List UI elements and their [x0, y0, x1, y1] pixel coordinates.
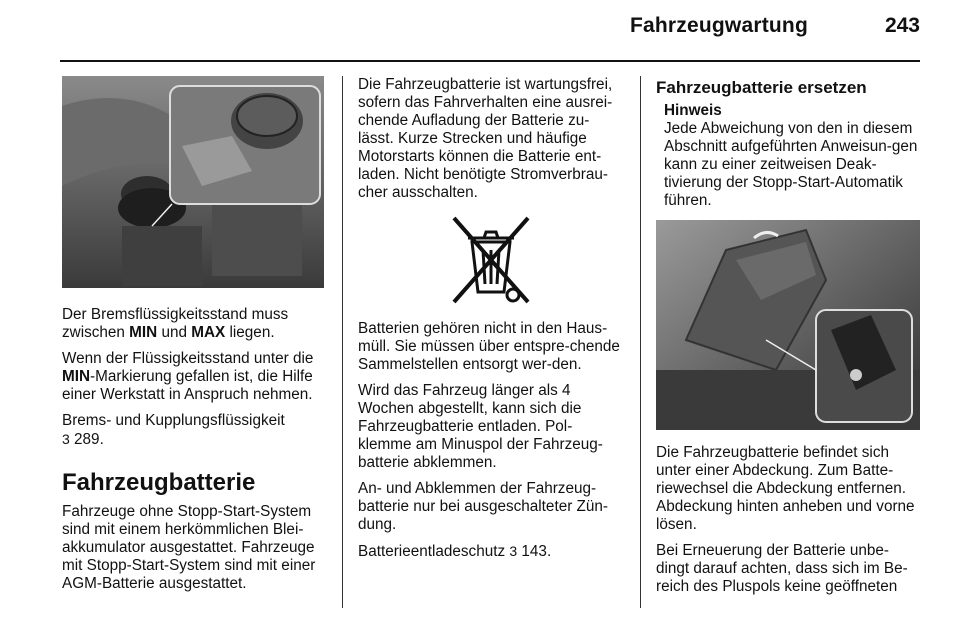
column-2	[358, 76, 624, 569]
battery-location-text: Die Fahrzeugbatterie befindet sich unter einer Abdeckung. Zum Batte-riewechsel die Abdeckung entfernen. Abdeckung hinten anheben und vorne lösen.	[656, 444, 915, 533]
section-heading-battery-replace: Fahrzeugbatterie ersetzen	[656, 78, 867, 97]
page-number: 243	[884, 14, 920, 37]
page-header-title: Fahrzeugwartung	[629, 14, 808, 37]
column-divider	[640, 76, 641, 608]
note-block	[656, 102, 922, 210]
brake-fluid-level-text: Der Bremsflüssigkeitsstand muss zwischen MIN und MAX liegen.	[62, 306, 289, 341]
column-3	[656, 76, 922, 604]
page-reference-icon: 3	[509, 543, 518, 559]
header-divider	[60, 60, 920, 62]
brake-fluid-reference: Brems- und Kupplungsflüssigkeit 3 289.	[62, 412, 285, 448]
ignition-off-text: An- und Abklemmen der Fahrzeug-batterie nur bei ausgeschalteter Zün-dung.	[358, 480, 608, 533]
section-heading-fahrzeugbatterie: Fahrzeugbatterie	[62, 469, 256, 496]
disposal-text: Batterien gehören nicht in den Haus-müll. Sie müssen über entspre-chende Sammelstellen entsorgt wer-den.	[358, 320, 620, 373]
column-1	[62, 76, 326, 601]
page-reference-icon: 3	[62, 431, 70, 447]
discharge-protection-reference: Batterieentladeschutz 3 143.	[358, 543, 552, 560]
brake-fluid-reservoir-photo	[62, 76, 324, 288]
below-min-text: Wenn der Flüssigkeitsstand unter die MIN-Markierung gefallen ist, die Hilfe einer Werkstatt in Anspruch nehmen.	[62, 350, 314, 403]
note-text: Jede Abweichung von den in diesem Abschnitt aufgeführten Anweisun-gen kann zu einer zeitweisen Deak-tivierung der Stopp-Start-Automatik führen.	[664, 120, 918, 209]
battery-type-text: Fahrzeuge ohne Stopp-Start-System sind mit einem herkömmlichen Blei-akkumulator ausgestattet. Fahrzeuge mit Stopp-Start-System sind mit einer AGM-Batterie ausgestattet.	[62, 503, 316, 592]
battery-replacement-text: Bei Erneuerung der Batterie unbe-dingt darauf achten, dass sich im Be-reich des Pluspols keine geöffneten	[656, 542, 908, 595]
page-reference-link[interactable]: 289.	[74, 431, 104, 448]
note-title: Hinweis	[664, 102, 722, 119]
page-reference-link[interactable]: 143.	[521, 543, 552, 560]
long-storage-text: Wird das Fahrzeug länger als 4 Wochen abgestellt, kann sich die Fahrzeugbatterie entladen. Pol-klemme am Minuspol der Fahrzeug-batterie abklemmen.	[358, 382, 603, 471]
column-divider	[342, 76, 343, 608]
crossed-out-bin-icon	[446, 210, 536, 310]
maintenance-free-text: Die Fahrzeugbatterie ist wartungsfrei, sofern das Fahrverhalten eine ausrei-chende Aufladung der Batterie zu-lässt. Kurze Strecken und häufige Motorstarts können die Batterie ent-laden. Nicht benötigte Stromverbrau-cher ausschalten.	[358, 76, 613, 201]
battery-cover-photo	[656, 220, 920, 430]
